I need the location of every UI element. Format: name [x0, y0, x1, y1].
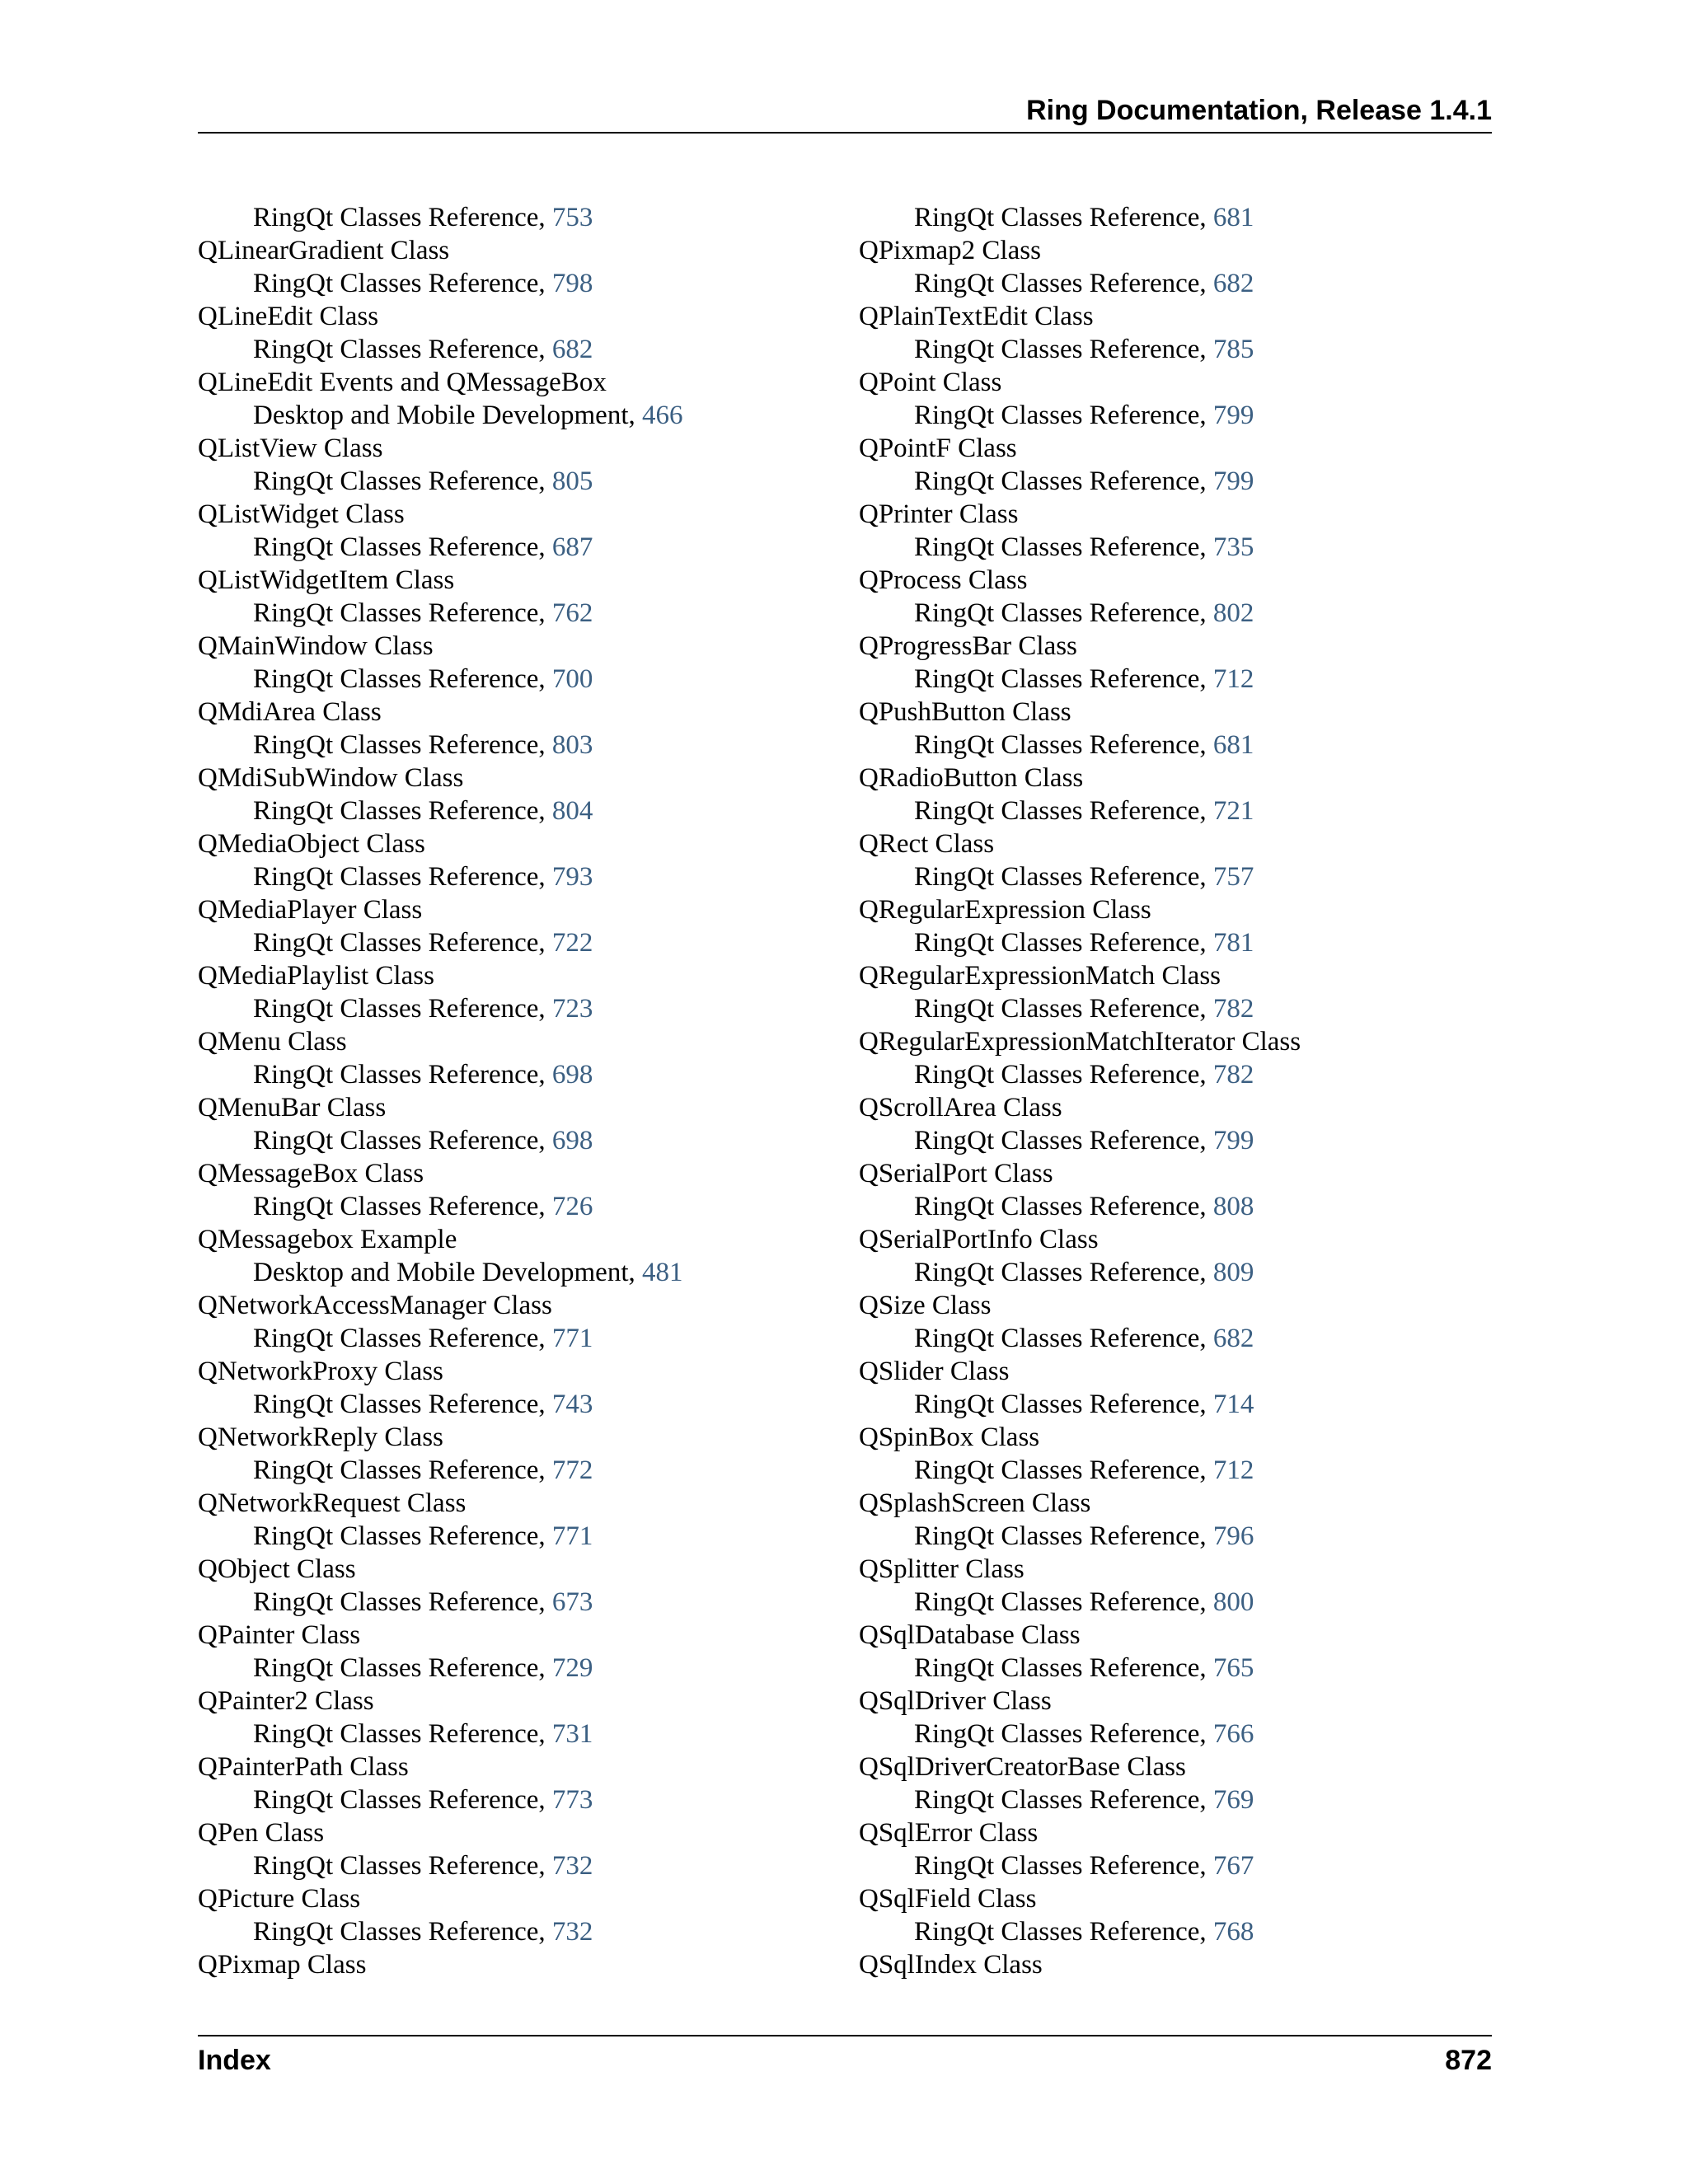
index-entry: QNetworkReply Class: [198, 1422, 443, 1452]
subentry-label: RingQt Classes Reference,: [914, 1192, 1207, 1221]
index-subentry: [198, 860, 683, 893]
index-subentry: [859, 531, 1301, 564]
page-link[interactable]: 681: [1212, 730, 1254, 760]
subentry-label: RingQt Classes Reference,: [253, 730, 546, 760]
subentry-label: RingQt Classes Reference,: [914, 1785, 1207, 1815]
index-entry: QPixmap Class: [198, 1950, 367, 1980]
subentry-label: RingQt Classes Reference,: [253, 1060, 546, 1090]
page-link[interactable]: 687: [551, 532, 593, 562]
index-entry: QLinearGradient Class: [198, 236, 450, 265]
page-link[interactable]: 771: [551, 1521, 593, 1551]
index-entry: QRegularExpressionMatch Class: [859, 961, 1221, 991]
index-subentry: [198, 399, 683, 432]
index-subentry: [198, 1190, 683, 1223]
index-subentry: [859, 333, 1301, 366]
index-subentry: [859, 465, 1301, 498]
subentry-label: RingQt Classes Reference,: [914, 1324, 1207, 1353]
subentry-label: RingQt Classes Reference,: [914, 1521, 1207, 1551]
index-entry: QSqlDriver Class: [859, 1686, 1052, 1716]
index-entry: QPrinter Class: [859, 499, 1019, 529]
index-subentry: [198, 926, 683, 959]
index-entry: QSerialPort Class: [859, 1159, 1053, 1188]
index-entry: QMdiSubWindow Class: [198, 763, 464, 793]
page-number: 872: [1445, 2045, 1492, 2076]
index-entry: QMediaObject Class: [198, 829, 425, 859]
index-entry: QMediaPlayer Class: [198, 895, 423, 925]
page-link[interactable]: 743: [551, 1390, 593, 1419]
subentry-label: RingQt Classes Reference,: [253, 1719, 546, 1749]
page-link[interactable]: 466: [642, 401, 683, 430]
index-subentry: [859, 1849, 1301, 1882]
index-subentry: [198, 333, 683, 366]
subentry-label: RingQt Classes Reference,: [914, 269, 1207, 298]
index-subentry: [859, 1322, 1301, 1355]
page-link[interactable]: 782: [1212, 1060, 1254, 1090]
index-entry: QScrollArea Class: [859, 1093, 1062, 1122]
page-link[interactable]: 712: [1212, 1455, 1254, 1485]
page-link[interactable]: 732: [551, 1851, 593, 1881]
subentry-label: RingQt Classes Reference,: [253, 598, 546, 628]
page-link[interactable]: 681: [1212, 203, 1254, 232]
index-entry: QObject Class: [198, 1554, 356, 1584]
index-subentry: [859, 1454, 1301, 1487]
page-link[interactable]: 799: [1212, 466, 1254, 496]
index-subentry: [198, 1388, 683, 1421]
index-subentry: [198, 531, 683, 564]
index-entry: QPainter2 Class: [198, 1686, 374, 1716]
index-entry: QMediaPlaylist Class: [198, 961, 434, 991]
index-entry: QNetworkAccessManager Class: [198, 1291, 552, 1320]
index-entry: QPointF Class: [859, 434, 1017, 463]
page-link[interactable]: 809: [1212, 1258, 1254, 1287]
index-entry: QProcess Class: [859, 565, 1028, 595]
subentry-label: RingQt Classes Reference,: [253, 1917, 546, 1947]
page-link[interactable]: 793: [551, 862, 593, 892]
page-link[interactable]: 798: [551, 269, 593, 298]
index-subentry: [859, 729, 1301, 762]
subentry-label: RingQt Classes Reference,: [914, 1587, 1207, 1617]
index-subentry: [198, 1915, 683, 1948]
page-link[interactable]: 722: [551, 928, 593, 958]
subentry-label: RingQt Classes Reference,: [914, 466, 1207, 496]
page-link[interactable]: 772: [551, 1455, 593, 1485]
subentry-label: RingQt Classes Reference,: [914, 598, 1207, 628]
subentry-label: RingQt Classes Reference,: [253, 664, 546, 694]
subentry-label: Desktop and Mobile Development,: [253, 401, 635, 430]
index-entry: QSqlField Class: [859, 1884, 1037, 1914]
page-link[interactable]: 765: [1212, 1653, 1254, 1683]
index-entry: QPushButton Class: [859, 697, 1071, 727]
page-link[interactable]: 804: [551, 796, 593, 826]
index-subentry: [198, 597, 683, 630]
index-entry: QMenuBar Class: [198, 1093, 387, 1122]
index-entry: QPixmap2 Class: [859, 236, 1041, 265]
index-column-right: [859, 201, 1301, 1981]
page-link[interactable]: 682: [1212, 269, 1254, 298]
page-link[interactable]: 698: [551, 1126, 593, 1155]
page-link[interactable]: 805: [551, 466, 593, 496]
subentry-label: RingQt Classes Reference,: [253, 532, 546, 562]
index-subentry: [198, 1256, 683, 1289]
page-link[interactable]: 481: [642, 1258, 683, 1287]
page-link[interactable]: 698: [551, 1060, 593, 1090]
subentry-label: RingQt Classes Reference,: [253, 1324, 546, 1353]
index-entry: QNetworkRequest Class: [198, 1488, 467, 1518]
index-entry: QSplashScreen Class: [859, 1488, 1091, 1518]
subentry-label: RingQt Classes Reference,: [253, 928, 546, 958]
subentry-label: RingQt Classes Reference,: [914, 1390, 1207, 1419]
subentry-label: RingQt Classes Reference,: [914, 796, 1207, 826]
index-subentry: [859, 926, 1301, 959]
page-link[interactable]: 721: [1212, 796, 1254, 826]
index-entry: QPlainTextEdit Class: [859, 302, 1094, 331]
index-subentry: [859, 1520, 1301, 1553]
index-subentry: [859, 1718, 1301, 1750]
index-entry: QLineEdit Events and QMessageBox: [198, 368, 607, 397]
index-subentry: [198, 794, 683, 827]
subentry-label: RingQt Classes Reference,: [914, 1126, 1207, 1155]
index-entry: QListWidgetItem Class: [198, 565, 455, 595]
index-subentry: [198, 1322, 683, 1355]
index-entry: QSqlDatabase Class: [859, 1620, 1081, 1650]
page-link[interactable]: 714: [1212, 1390, 1254, 1419]
subentry-label: RingQt Classes Reference,: [253, 1653, 546, 1683]
index-entry: QPen Class: [198, 1818, 325, 1848]
index-subentry: [198, 1586, 683, 1619]
page-link[interactable]: 762: [551, 598, 593, 628]
index-subentry: [859, 860, 1301, 893]
index-entry: QPainterPath Class: [198, 1752, 409, 1782]
index-subentry: [859, 201, 1301, 234]
index-entry: QMainWindow Class: [198, 631, 434, 661]
subentry-label: RingQt Classes Reference,: [914, 664, 1207, 694]
subentry-label: RingQt Classes Reference,: [914, 1851, 1207, 1881]
page-link[interactable]: 729: [551, 1653, 593, 1683]
index-subentry: [859, 992, 1301, 1025]
index-entry: QRegularExpression Class: [859, 895, 1151, 925]
page-link[interactable]: 712: [1212, 664, 1254, 694]
page-link[interactable]: 800: [1212, 1587, 1254, 1617]
index-subentry: [198, 992, 683, 1025]
index-subentry: [859, 663, 1301, 696]
index-entry: QMdiArea Class: [198, 697, 382, 727]
page-link[interactable]: 732: [551, 1917, 593, 1947]
page-link[interactable]: 682: [551, 335, 593, 364]
page-link[interactable]: 766: [1212, 1719, 1254, 1749]
index-subentry: [859, 1388, 1301, 1421]
index-entry: QSlider Class: [859, 1357, 1010, 1386]
index-subentry: [198, 1058, 683, 1091]
index-subentry: [859, 1915, 1301, 1948]
subentry-label: RingQt Classes Reference,: [253, 1192, 546, 1221]
index-subentry: [198, 729, 683, 762]
page-link[interactable]: 781: [1212, 928, 1254, 958]
subentry-label: RingQt Classes Reference,: [253, 1521, 546, 1551]
index-subentry: [198, 663, 683, 696]
index-subentry: [859, 1586, 1301, 1619]
index-entry: QPicture Class: [198, 1884, 361, 1914]
subentry-label: RingQt Classes Reference,: [914, 730, 1207, 760]
index-entry: QRect Class: [859, 829, 995, 859]
index-entry: QSqlIndex Class: [859, 1950, 1043, 1980]
subentry-label: RingQt Classes Reference,: [914, 994, 1207, 1024]
subentry-label: RingQt Classes Reference,: [914, 862, 1207, 892]
subentry-label: RingQt Classes Reference,: [253, 1587, 546, 1617]
page-link[interactable]: 753: [551, 203, 593, 232]
index-subentry: [859, 267, 1301, 300]
index-entry: QMessageBox Class: [198, 1159, 424, 1188]
index-subentry: [859, 1124, 1301, 1157]
page-link[interactable]: 700: [551, 664, 593, 694]
index-subentry: [198, 1849, 683, 1882]
subentry-label: RingQt Classes Reference,: [914, 1653, 1207, 1683]
index-entry: QSerialPortInfo Class: [859, 1225, 1099, 1254]
subentry-label: RingQt Classes Reference,: [253, 1126, 546, 1155]
index-subentry: [198, 267, 683, 300]
page-link[interactable]: 782: [1212, 994, 1254, 1024]
index-subentry: [198, 1652, 683, 1685]
page-footer: [198, 2035, 1492, 2086]
index-entry: QSqlError Class: [859, 1818, 1039, 1848]
subentry-label: RingQt Classes Reference,: [914, 1258, 1207, 1287]
subentry-label: RingQt Classes Reference,: [253, 994, 546, 1024]
index-subentry: [859, 1652, 1301, 1685]
index-subentry: [198, 1124, 683, 1157]
page-link[interactable]: 796: [1212, 1521, 1254, 1551]
page-link[interactable]: 735: [1212, 532, 1254, 562]
subentry-label: RingQt Classes Reference,: [253, 1785, 546, 1815]
page-link[interactable]: 723: [551, 994, 593, 1024]
subentry-label: RingQt Classes Reference,: [914, 1917, 1207, 1947]
index-subentry: [198, 1783, 683, 1816]
subentry-label: RingQt Classes Reference,: [914, 401, 1207, 430]
page-link[interactable]: 773: [551, 1785, 593, 1815]
subentry-label: RingQt Classes Reference,: [253, 1851, 546, 1881]
page-link[interactable]: 673: [551, 1587, 593, 1617]
index-entry: QSize Class: [859, 1291, 992, 1320]
page-link[interactable]: 785: [1212, 335, 1254, 364]
index-subentry: [859, 597, 1301, 630]
index-subentry: [859, 1058, 1301, 1091]
subentry-label: RingQt Classes Reference,: [914, 1060, 1207, 1090]
index-entry: QPainter Class: [198, 1620, 361, 1650]
subentry-label: RingQt Classes Reference,: [253, 862, 546, 892]
subentry-label: RingQt Classes Reference,: [253, 1455, 546, 1485]
index-entry: QSqlDriverCreatorBase Class: [859, 1752, 1186, 1782]
index-subentry: [859, 1783, 1301, 1816]
page-link[interactable]: 757: [1212, 862, 1254, 892]
page-link[interactable]: 803: [551, 730, 593, 760]
page-link[interactable]: 726: [551, 1192, 593, 1221]
index-entry: QPoint Class: [859, 368, 1002, 397]
page-link[interactable]: 799: [1212, 401, 1254, 430]
subentry-label: RingQt Classes Reference,: [253, 269, 546, 298]
page-link[interactable]: 731: [551, 1719, 593, 1749]
subentry-label: RingQt Classes Reference,: [253, 203, 546, 232]
page-link[interactable]: 802: [1212, 598, 1254, 628]
subentry-label: RingQt Classes Reference,: [914, 335, 1207, 364]
index-subentry: [198, 1520, 683, 1553]
index-column-left: [198, 201, 683, 1981]
subentry-label: RingQt Classes Reference,: [914, 1719, 1207, 1749]
subentry-label: RingQt Classes Reference,: [253, 335, 546, 364]
subentry-label: RingQt Classes Reference,: [914, 1455, 1207, 1485]
index-subentry: [859, 794, 1301, 827]
index-entry: QSpinBox Class: [859, 1422, 1040, 1452]
index-entry: QNetworkProxy Class: [198, 1357, 443, 1386]
page-link[interactable]: 799: [1212, 1126, 1254, 1155]
index-entry: QListWidget Class: [198, 499, 405, 529]
subentry-label: Desktop and Mobile Development,: [253, 1258, 635, 1287]
subentry-label: RingQt Classes Reference,: [914, 532, 1207, 562]
subentry-label: RingQt Classes Reference,: [914, 203, 1207, 232]
index-subentry: [198, 1718, 683, 1750]
index-subentry: [198, 465, 683, 498]
index-entry: QSplitter Class: [859, 1554, 1025, 1584]
index-subentry: [859, 1256, 1301, 1289]
subentry-label: RingQt Classes Reference,: [253, 1390, 546, 1419]
index-entry: QRegularExpressionMatchIterator Class: [859, 1027, 1301, 1057]
index-entry: QListView Class: [198, 434, 383, 463]
subentry-label: RingQt Classes Reference,: [914, 928, 1207, 958]
index-entry: QLineEdit Class: [198, 302, 379, 331]
page-link[interactable]: 808: [1212, 1192, 1254, 1221]
index-entry: QMessagebox Example: [198, 1225, 457, 1254]
page-link[interactable]: 682: [1212, 1324, 1254, 1353]
index-entry: QMenu Class: [198, 1027, 347, 1057]
footer-section-label: Index: [198, 2045, 271, 2076]
page-link[interactable]: 767: [1212, 1851, 1254, 1881]
index-entry: QProgressBar Class: [859, 631, 1077, 661]
subentry-label: RingQt Classes Reference,: [253, 796, 546, 826]
index-subentry: [859, 1190, 1301, 1223]
page-link[interactable]: 769: [1212, 1785, 1254, 1815]
subentry-label: RingQt Classes Reference,: [253, 466, 546, 496]
page-link[interactable]: 768: [1212, 1917, 1254, 1947]
document-title: Ring Documentation, Release 1.4.1: [1026, 95, 1492, 126]
index-subentry: [198, 1454, 683, 1487]
index-subentry: [198, 201, 683, 234]
page-link[interactable]: 771: [551, 1324, 593, 1353]
index-subentry: [859, 399, 1301, 432]
page-header: [198, 89, 1492, 134]
index-entry: QRadioButton Class: [859, 763, 1084, 793]
